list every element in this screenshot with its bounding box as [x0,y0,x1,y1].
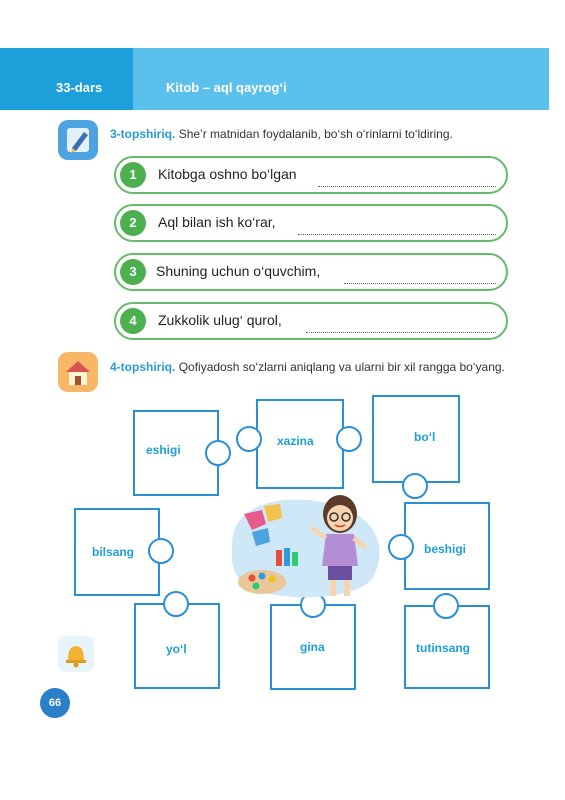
puzzle-word-5: beshigi [424,542,467,556]
line-number-4: 4 [120,308,146,334]
task4-text: Qofiyadosh so‘zlarni aniqlang va ularni bir xil rangga bo‘yang. [178,360,505,374]
line-number-3: 3 [120,259,146,285]
answer-blank-1[interactable] [318,186,496,187]
line-text-2: Aql bilan ish ko‘rar, [158,214,276,230]
puzzle-word-3: bo‘l [414,430,436,444]
line-text-4: Zukkolik ulug‘ qurol, [158,312,282,328]
bell-icon [58,636,94,672]
puzzle-word-7: gina [300,640,325,654]
puzzle-word-6: yo‘l [166,642,187,656]
girl-illustration [222,484,392,602]
answer-blank-4[interactable] [306,332,496,333]
task3-label: 3-topshiriq. [110,127,176,141]
task3-instruction [110,127,453,141]
line-text-3: Shuning uchun o‘quvchim, [156,263,321,279]
line-text-1: Kitobga oshno bo‘lgan [158,166,297,182]
puzzle-word-1: eshigi [146,443,181,457]
answer-blank-2[interactable] [298,234,496,235]
lesson-title: Kitob – aql qayrog‘i [166,80,287,95]
puzzle-tab [433,593,459,619]
puzzle-tab [236,426,262,452]
puzzle-tab [402,473,428,499]
task4-instruction [110,359,508,375]
line-number-1: 1 [120,162,146,188]
line-number-2: 2 [120,210,146,236]
puzzle-tab [205,440,231,466]
task3-text: She’r matnidan foydalanib, bo‘sh o‘rinlarni to‘ldiring. [178,127,453,141]
task4-label: 4-topshiriq. [110,360,176,374]
page-number: 66 [40,688,70,718]
house-icon [58,352,98,392]
puzzle-word-8: tutinsang [416,641,470,655]
puzzle-tab [336,426,362,452]
puzzle-word-2: xazina [277,434,314,448]
puzzle-tab [163,591,189,617]
lesson-number: 33-dars [56,80,103,95]
lesson-tab [0,48,133,110]
answer-blank-3[interactable] [344,283,496,284]
puzzle-word-4: bilsang [92,545,135,559]
pencil-icon [58,120,98,160]
puzzle-tab [148,538,174,564]
